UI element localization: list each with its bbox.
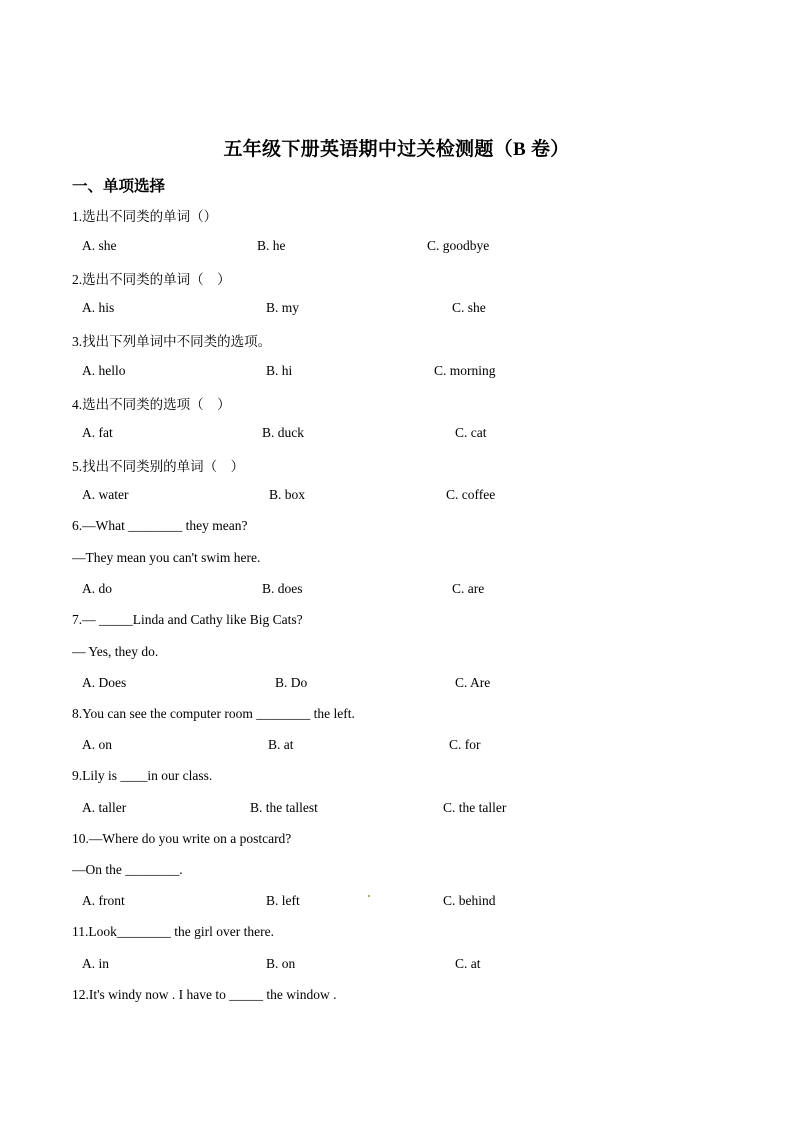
- question-5-option-a: A. water: [82, 487, 129, 502]
- question-5-prompt: 5.找出不同类别的单词（ ）: [72, 459, 245, 474]
- question-4-option-b: B. duck: [262, 425, 304, 440]
- question-6-dialog-line: —They mean you can't swim here.: [72, 550, 261, 565]
- question-11-option-a: A. in: [82, 956, 109, 971]
- question-2-prompt: 2.选出不同类的单词（ ）: [72, 272, 231, 287]
- question-7-prompt: 7.— _____Linda and Cathy like Big Cats?: [72, 612, 303, 627]
- question-9-option-a: A. taller: [82, 800, 127, 815]
- question-4-prompt: 4.选出不同类的选项（ ）: [72, 397, 231, 412]
- question-5-option-b: B. box: [269, 487, 306, 502]
- question-9-prompt: 9.Lily is ____in our class.: [72, 768, 213, 783]
- question-8-option-c: C. for: [449, 737, 481, 752]
- question-3-option-b: B. hi: [266, 363, 293, 378]
- question-2-option-b: B. my: [266, 300, 300, 315]
- page-title: 五年级下册英语期中过关检测题（B 卷）: [223, 139, 570, 160]
- question-7-option-b: B. Do: [275, 675, 308, 690]
- question-3-option-c: C. morning: [434, 363, 496, 378]
- question-8-prompt: 8.You can see the computer room ________ the left.: [72, 706, 355, 721]
- question-12-prompt: 12.It's windy now . I have to _____ the window .: [72, 987, 337, 1002]
- question-2-option-c: C. she: [452, 300, 486, 315]
- question-7-option-a: A. Does: [82, 675, 127, 690]
- question-8-option-b: B. at: [268, 737, 294, 752]
- question-7-dialog-line: — Yes, they do.: [72, 644, 159, 659]
- section-heading: 一、单项选择: [72, 178, 166, 195]
- question-3-prompt: 3.找出下列单词中不同类的选项。: [72, 334, 272, 349]
- question-8-option-a: A. on: [82, 737, 112, 752]
- question-6-option-a: A. do: [82, 581, 112, 596]
- question-11-option-c: C. at: [455, 956, 481, 971]
- question-10-option-a: A. front: [82, 893, 125, 908]
- question-4-option-a: A. fat: [82, 425, 113, 440]
- question-9-option-c: C. the taller: [443, 800, 507, 815]
- question-2-option-a: A. his: [82, 300, 115, 315]
- question-10-prompt: 10.—Where do you write on a postcard?: [72, 831, 292, 846]
- question-7-option-c: C. Are: [455, 675, 491, 690]
- question-6-option-b: B. does: [262, 581, 303, 596]
- question-3-option-a: A. hello: [82, 363, 126, 378]
- question-10-dialog-line: —On the ________.: [72, 862, 183, 877]
- question-10-option-c: C. behind: [443, 893, 496, 908]
- question-11-prompt: 11.Look________ the girl over there.: [72, 924, 274, 939]
- question-1-option-b: B. he: [257, 238, 286, 253]
- question-9-option-b: B. the tallest: [250, 800, 318, 815]
- question-1-prompt: 1.选出不同类的单词（）: [72, 209, 218, 224]
- question-1-option-a: A. she: [82, 238, 117, 253]
- question-6-prompt: 6.—What ________ they mean?: [72, 518, 248, 533]
- question-5-option-c: C. coffee: [446, 487, 496, 502]
- question-6-option-c: C. are: [452, 581, 485, 596]
- question-4-option-c: C. cat: [455, 425, 487, 440]
- question-1-option-c: C. goodbye: [427, 238, 490, 253]
- question-10-option-b: B. left: [266, 893, 300, 908]
- speck-mark: [368, 895, 370, 897]
- question-11-option-b: B. on: [266, 956, 296, 971]
